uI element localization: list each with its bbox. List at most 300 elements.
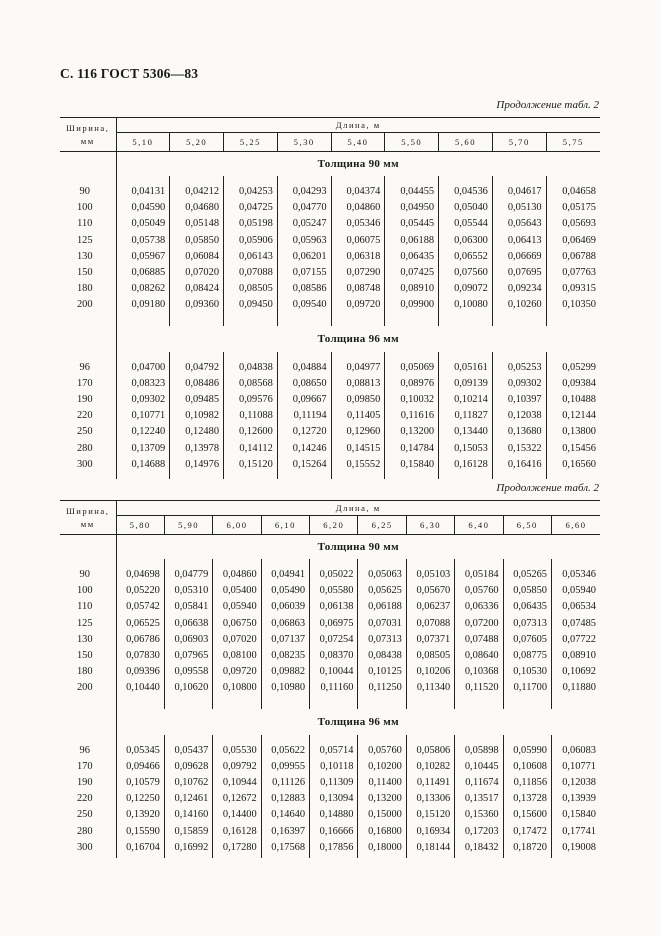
- volume-cell: 0,05760: [358, 743, 406, 759]
- volume-cell: 0,07695: [492, 265, 546, 281]
- volume-cell: 0,10440: [116, 680, 164, 696]
- section-title: Толщина 96 мм: [116, 709, 600, 735]
- volume-cell: 0,11405: [331, 408, 385, 424]
- volume-cell: 0,14880: [310, 807, 358, 823]
- volume-cell: 0,10125: [358, 664, 406, 680]
- spacer-cell: [60, 352, 116, 360]
- width-cell: 100: [76, 585, 93, 597]
- table-row: [60, 297, 600, 313]
- volume-cell: 0,07313: [358, 632, 406, 648]
- volume-cell: 0,11088: [224, 408, 278, 424]
- spacer-cell: [164, 559, 212, 567]
- spacer-cell: [277, 473, 331, 479]
- table-row: [60, 807, 600, 823]
- volume-cell: 0,09882: [261, 664, 309, 680]
- volume-cell: 0,06188: [358, 599, 406, 615]
- width-cell: 110: [77, 601, 93, 613]
- volume-cell: 0,04658: [546, 184, 600, 200]
- spacer-cell: [503, 735, 551, 743]
- spacer-cell: [116, 697, 164, 709]
- spacer-cell: [224, 473, 278, 479]
- volume-cell: 0,14976: [170, 457, 224, 473]
- volume-cell: 0,10608: [503, 759, 551, 775]
- spacer-cell: [358, 559, 406, 567]
- volume-cell: 0,07371: [406, 632, 454, 648]
- spacer-cell: [310, 735, 358, 743]
- length-header: Длина, м: [116, 118, 600, 133]
- volume-cell: 0,05161: [439, 360, 493, 376]
- table-row: [60, 392, 600, 408]
- volume-cell: 0,04779: [164, 567, 212, 583]
- volume-cell: 0,04792: [170, 360, 224, 376]
- volume-cell: 0,10044: [310, 664, 358, 680]
- volume-cell: 0,04253: [224, 184, 278, 200]
- volume-cell: 0,17856: [310, 840, 358, 856]
- width-cell: 250: [76, 809, 93, 821]
- spacer-cell: [331, 473, 385, 479]
- blank-cell: [60, 535, 116, 560]
- volume-cell: 0,16704: [116, 840, 164, 856]
- volume-cell: 0,08323: [116, 376, 170, 392]
- volume-cell: 0,15120: [224, 457, 278, 473]
- volume-cell: 0,10762: [164, 775, 212, 791]
- volume-cell: 0,15590: [116, 824, 164, 840]
- spacer-cell: [406, 697, 454, 709]
- volume-cell: 0,09850: [331, 392, 385, 408]
- width-cell: 130: [76, 633, 93, 645]
- volume-cell: 0,08650: [277, 376, 331, 392]
- volume-cell: 0,07425: [385, 265, 439, 281]
- volume-cell: 0,05148: [170, 216, 224, 232]
- volume-cell: 0,05253: [492, 360, 546, 376]
- volume-cell: 0,05400: [213, 583, 261, 599]
- volume-cell: 0,09315: [546, 281, 600, 297]
- volume-cell: 0,09302: [492, 376, 546, 392]
- volume-cell: 0,11126: [261, 775, 309, 791]
- volume-cell: 0,16397: [261, 824, 309, 840]
- spacer-cell: [60, 559, 116, 567]
- volume-cell: 0,08438: [358, 648, 406, 664]
- volume-cell: 0,11880: [552, 680, 600, 696]
- volume-cell: 0,10488: [546, 392, 600, 408]
- length-value-header: 5,30: [277, 133, 331, 152]
- volume-cell: 0,06750: [213, 616, 261, 632]
- volume-cell: 0,06638: [164, 616, 212, 632]
- volume-cell: 0,13800: [546, 424, 600, 440]
- section-title: Толщина 96 мм: [116, 326, 600, 352]
- spacer-cell: [224, 314, 278, 326]
- volume-cell: 0,11194: [277, 408, 331, 424]
- volume-cell: 0,12720: [277, 424, 331, 440]
- spacer-cell: [164, 856, 212, 858]
- volume-cell: 0,06318: [331, 249, 385, 265]
- volume-cell: 0,13200: [385, 424, 439, 440]
- spacer-row: [60, 314, 600, 326]
- continuation-caption: Продолжение табл. 2: [496, 99, 599, 111]
- volume-cell: 0,15600: [503, 807, 551, 823]
- volume-cell: 0,13939: [552, 791, 600, 807]
- volume-cell: 0,12461: [164, 791, 212, 807]
- table-1: [60, 117, 600, 479]
- table-row: [60, 200, 600, 216]
- volume-cell: 0,07485: [552, 616, 600, 632]
- spacer-cell: [552, 735, 600, 743]
- volume-cell: 0,04838: [224, 360, 278, 376]
- width-cell: 300: [76, 841, 93, 853]
- spacer-cell: [455, 856, 503, 858]
- volume-cell: 0,16800: [358, 824, 406, 840]
- spacer-cell: [164, 697, 212, 709]
- volume-cell: 0,06903: [164, 632, 212, 648]
- volume-cell: 0,09302: [116, 392, 170, 408]
- page-header: С. 116 ГОСТ 5306—83: [60, 66, 199, 81]
- volume-cell: 0,11340: [406, 680, 454, 696]
- volume-cell: 0,07605: [503, 632, 551, 648]
- volume-cell: 0,07088: [406, 616, 454, 632]
- width-cell: 170: [76, 377, 93, 389]
- volume-cell: 0,04680: [170, 200, 224, 216]
- section-title-row: [60, 326, 600, 352]
- volume-cell: 0,13440: [439, 424, 493, 440]
- volume-cell: 0,16992: [164, 840, 212, 856]
- volume-cell: 0,10118: [310, 759, 358, 775]
- volume-cell: 0,10944: [213, 775, 261, 791]
- volume-cell: 0,11491: [406, 775, 454, 791]
- volume-cell: 0,16128: [439, 457, 493, 473]
- volume-cell: 0,09667: [277, 392, 331, 408]
- volume-cell: 0,07763: [546, 265, 600, 281]
- spacer-cell: [455, 735, 503, 743]
- volume-cell: 0,17280: [213, 840, 261, 856]
- volume-cell: 0,11616: [385, 408, 439, 424]
- volume-cell: 0,04212: [170, 184, 224, 200]
- length-value-header: 6,00: [213, 516, 261, 535]
- volume-cell: 0,15264: [277, 457, 331, 473]
- spacer-row: [60, 352, 600, 360]
- volume-cell: 0,05714: [310, 743, 358, 759]
- width-cell: 280: [76, 442, 93, 454]
- volume-cell: 0,08370: [310, 648, 358, 664]
- length-value-header: 5,40: [331, 133, 385, 152]
- spacer-cell: [170, 314, 224, 326]
- table-row: [60, 424, 600, 440]
- length-value-header: 5,20: [170, 133, 224, 152]
- volume-cell: 0,06786: [116, 632, 164, 648]
- volume-cell: 0,05967: [116, 249, 170, 265]
- volume-cell: 0,05580: [310, 583, 358, 599]
- volume-cell: 0,15552: [331, 457, 385, 473]
- volume-cell: 0,13978: [170, 441, 224, 457]
- volume-cell: 0,06143: [224, 249, 278, 265]
- volume-cell: 0,10620: [164, 680, 212, 696]
- volume-cell: 0,10200: [358, 759, 406, 775]
- volume-cell: 0,09628: [164, 759, 212, 775]
- volume-cell: 0,12480: [170, 424, 224, 440]
- width-cell: 100: [76, 202, 93, 214]
- table-row: [60, 216, 600, 232]
- spacer-cell: [116, 473, 170, 479]
- volume-cell: 0,09558: [164, 664, 212, 680]
- spacer-cell: [116, 559, 164, 567]
- volume-cell: 0,06138: [310, 599, 358, 615]
- volume-cell: 0,07830: [116, 648, 164, 664]
- width-cell: 200: [76, 682, 93, 694]
- volume-cell: 0,08505: [224, 281, 278, 297]
- volume-cell: 0,13728: [503, 791, 551, 807]
- volume-cell: 0,05990: [503, 743, 551, 759]
- volume-cell: 0,07560: [439, 265, 493, 281]
- spacer-cell: [116, 856, 164, 858]
- spacer-cell: [213, 735, 261, 743]
- spacer-cell: [455, 697, 503, 709]
- spacer-cell: [170, 473, 224, 479]
- volume-cell: 0,05806: [406, 743, 454, 759]
- spacer-cell: [358, 697, 406, 709]
- volume-cell: 0,06083: [552, 743, 600, 759]
- spacer-cell: [439, 176, 493, 184]
- volume-cell: 0,05198: [224, 216, 278, 232]
- spacer-cell: [224, 176, 278, 184]
- volume-cell: 0,04860: [331, 200, 385, 216]
- volume-cell: 0,04725: [224, 200, 278, 216]
- volume-cell: 0,11400: [358, 775, 406, 791]
- length-value-header: 5,25: [224, 133, 278, 152]
- volume-cell: 0,10214: [439, 392, 493, 408]
- spacer-cell: [224, 352, 278, 360]
- table-row: [60, 567, 600, 583]
- volume-cell: 0,08640: [455, 648, 503, 664]
- width-column-header: Ширина, мм: [60, 501, 116, 535]
- width-cell: 110: [77, 218, 93, 230]
- table-row: [60, 759, 600, 775]
- spacer-cell: [261, 559, 309, 567]
- volume-cell: 0,08235: [261, 648, 309, 664]
- volume-cell: 0,09466: [116, 759, 164, 775]
- volume-cell: 0,10800: [213, 680, 261, 696]
- table-row: [60, 648, 600, 664]
- table-row: [60, 583, 600, 599]
- spacer-row: [60, 735, 600, 743]
- volume-cell: 0,05850: [503, 583, 551, 599]
- volume-cell: 0,14784: [385, 441, 439, 457]
- volume-cell: 0,06975: [310, 616, 358, 632]
- volume-cell: 0,05310: [164, 583, 212, 599]
- table-row: [60, 680, 600, 696]
- volume-cell: 0,05940: [552, 583, 600, 599]
- width-cell: 220: [76, 410, 93, 422]
- table-row: [60, 408, 600, 424]
- volume-cell: 0,07088: [224, 265, 278, 281]
- volume-cell: 0,08976: [385, 376, 439, 392]
- volume-cell: 0,05850: [170, 233, 224, 249]
- volume-cell: 0,04941: [261, 567, 309, 583]
- volume-cell: 0,15322: [492, 441, 546, 457]
- volume-cell: 0,08910: [385, 281, 439, 297]
- volume-cell: 0,12240: [116, 424, 170, 440]
- continuation-caption: Продолжение табл. 2: [496, 482, 599, 494]
- volume-cell: 0,05963: [277, 233, 331, 249]
- volume-cell: 0,04977: [331, 360, 385, 376]
- volume-cell: 0,15053: [439, 441, 493, 457]
- volume-cell: 0,17472: [503, 824, 551, 840]
- spacer-cell: [277, 352, 331, 360]
- volume-cell: 0,10368: [455, 664, 503, 680]
- volume-cell: 0,10445: [455, 759, 503, 775]
- table-row: [60, 791, 600, 807]
- length-value-header: 5,10: [116, 133, 170, 152]
- volume-cell: 0,18720: [503, 840, 551, 856]
- volume-cell: 0,11309: [310, 775, 358, 791]
- volume-cell: 0,16416: [492, 457, 546, 473]
- volume-cell: 0,10260: [492, 297, 546, 313]
- length-value-header: 6,20: [310, 516, 358, 535]
- volume-cell: 0,14688: [116, 457, 170, 473]
- volume-cell: 0,12672: [213, 791, 261, 807]
- volume-cell: 0,05265: [503, 567, 551, 583]
- volume-cell: 0,12250: [116, 791, 164, 807]
- volume-cell: 0,18144: [406, 840, 454, 856]
- volume-cell: 0,13680: [492, 424, 546, 440]
- volume-cell: 0,06300: [439, 233, 493, 249]
- volume-cell: 0,08486: [170, 376, 224, 392]
- volume-cell: 0,07155: [277, 265, 331, 281]
- width-cell: 96: [79, 361, 90, 373]
- volume-cell: 0,06039: [261, 599, 309, 615]
- length-value-header: 5,70: [492, 133, 546, 152]
- width-column-header: Ширина, мм: [60, 118, 116, 152]
- spacer-cell: [385, 473, 439, 479]
- volume-cell: 0,09792: [213, 759, 261, 775]
- volume-cell: 0,17741: [552, 824, 600, 840]
- length-value-header: 5,90: [164, 516, 212, 535]
- volume-cell: 0,08100: [213, 648, 261, 664]
- volume-cell: 0,05940: [213, 599, 261, 615]
- spacer-cell: [492, 352, 546, 360]
- volume-cell: 0,05022: [310, 567, 358, 583]
- spacer-cell: [116, 176, 170, 184]
- spacer-cell: [492, 473, 546, 479]
- table-row: [60, 441, 600, 457]
- length-value-header: 5,50: [385, 133, 439, 152]
- volume-cell: 0,18000: [358, 840, 406, 856]
- volume-cell: 0,10530: [503, 664, 551, 680]
- volume-cell: 0,05643: [492, 216, 546, 232]
- volume-cell: 0,15360: [455, 807, 503, 823]
- volume-cell: 0,05063: [358, 567, 406, 583]
- volume-cell: 0,09955: [261, 759, 309, 775]
- volume-cell: 0,11250: [358, 680, 406, 696]
- volume-cell: 0,11827: [439, 408, 493, 424]
- table-row: [60, 376, 600, 392]
- volume-cell: 0,19008: [552, 840, 600, 856]
- spacer-cell: [552, 856, 600, 858]
- volume-cell: 0,13200: [358, 791, 406, 807]
- width-cell: 180: [76, 283, 93, 295]
- table-row: [60, 743, 600, 759]
- spacer-cell: [546, 352, 600, 360]
- volume-cell: 0,13306: [406, 791, 454, 807]
- volume-cell: 0,05299: [546, 360, 600, 376]
- length-value-header: 6,25: [358, 516, 406, 535]
- volume-cell: 0,14246: [277, 441, 331, 457]
- volume-cell: 0,08813: [331, 376, 385, 392]
- width-cell: 300: [76, 458, 93, 470]
- spacer-cell: [546, 314, 600, 326]
- width-cell: 150: [76, 267, 93, 279]
- spacer-cell: [116, 352, 170, 360]
- spacer-cell: [170, 352, 224, 360]
- spacer-cell: [503, 559, 551, 567]
- volume-cell: 0,05906: [224, 233, 278, 249]
- volume-cell: 0,07200: [455, 616, 503, 632]
- spacer-row: [60, 856, 600, 858]
- volume-cell: 0,04536: [439, 184, 493, 200]
- table-row: [60, 457, 600, 473]
- spacer-cell: [213, 697, 261, 709]
- length-value-header: 6,40: [455, 516, 503, 535]
- length-value-header: 5,60: [439, 133, 493, 152]
- spacer-cell: [552, 697, 600, 709]
- volume-cell: 0,04617: [492, 184, 546, 200]
- volume-cell: 0,05625: [358, 583, 406, 599]
- volume-cell: 0,06435: [385, 249, 439, 265]
- spacer-cell: [503, 697, 551, 709]
- volume-cell: 0,06336: [455, 599, 503, 615]
- volume-cell: 0,06885: [116, 265, 170, 281]
- section-title: Толщина 90 мм: [116, 535, 600, 560]
- table-row: [60, 632, 600, 648]
- volume-cell: 0,06075: [331, 233, 385, 249]
- volume-cell: 0,13094: [310, 791, 358, 807]
- width-cell: 190: [76, 777, 93, 789]
- volume-cell: 0,07020: [213, 632, 261, 648]
- volume-cell: 0,15456: [546, 441, 600, 457]
- volume-cell: 0,06201: [277, 249, 331, 265]
- volume-cell: 0,09485: [170, 392, 224, 408]
- volume-cell: 0,09720: [331, 297, 385, 313]
- volume-cell: 0,06435: [503, 599, 551, 615]
- volume-cell: 0,04698: [116, 567, 164, 583]
- volume-cell: 0,06084: [170, 249, 224, 265]
- spacer-cell: [277, 314, 331, 326]
- table-row: [60, 233, 600, 249]
- spacer-cell: [213, 856, 261, 858]
- table-2: [60, 500, 600, 858]
- volume-cell: 0,04374: [331, 184, 385, 200]
- volume-cell: 0,04590: [116, 200, 170, 216]
- width-cell: 180: [76, 666, 93, 678]
- volume-cell: 0,13709: [116, 441, 170, 457]
- volume-cell: 0,08586: [277, 281, 331, 297]
- table-row: [60, 840, 600, 856]
- section-title: Толщина 90 мм: [116, 152, 600, 177]
- spacer-cell: [406, 735, 454, 743]
- volume-cell: 0,04770: [277, 200, 331, 216]
- volume-cell: 0,17568: [261, 840, 309, 856]
- spacer-row: [60, 559, 600, 567]
- spacer-cell: [60, 735, 116, 743]
- volume-cell: 0,11856: [503, 775, 551, 791]
- volume-cell: 0,10771: [116, 408, 170, 424]
- volume-cell: 0,06552: [439, 249, 493, 265]
- spacer-cell: [116, 314, 170, 326]
- volume-cell: 0,05175: [546, 200, 600, 216]
- spacer-cell: [310, 559, 358, 567]
- spacer-cell: [331, 314, 385, 326]
- volume-cell: 0,09540: [277, 297, 331, 313]
- volume-cell: 0,09384: [546, 376, 600, 392]
- section-title-row: [60, 709, 600, 735]
